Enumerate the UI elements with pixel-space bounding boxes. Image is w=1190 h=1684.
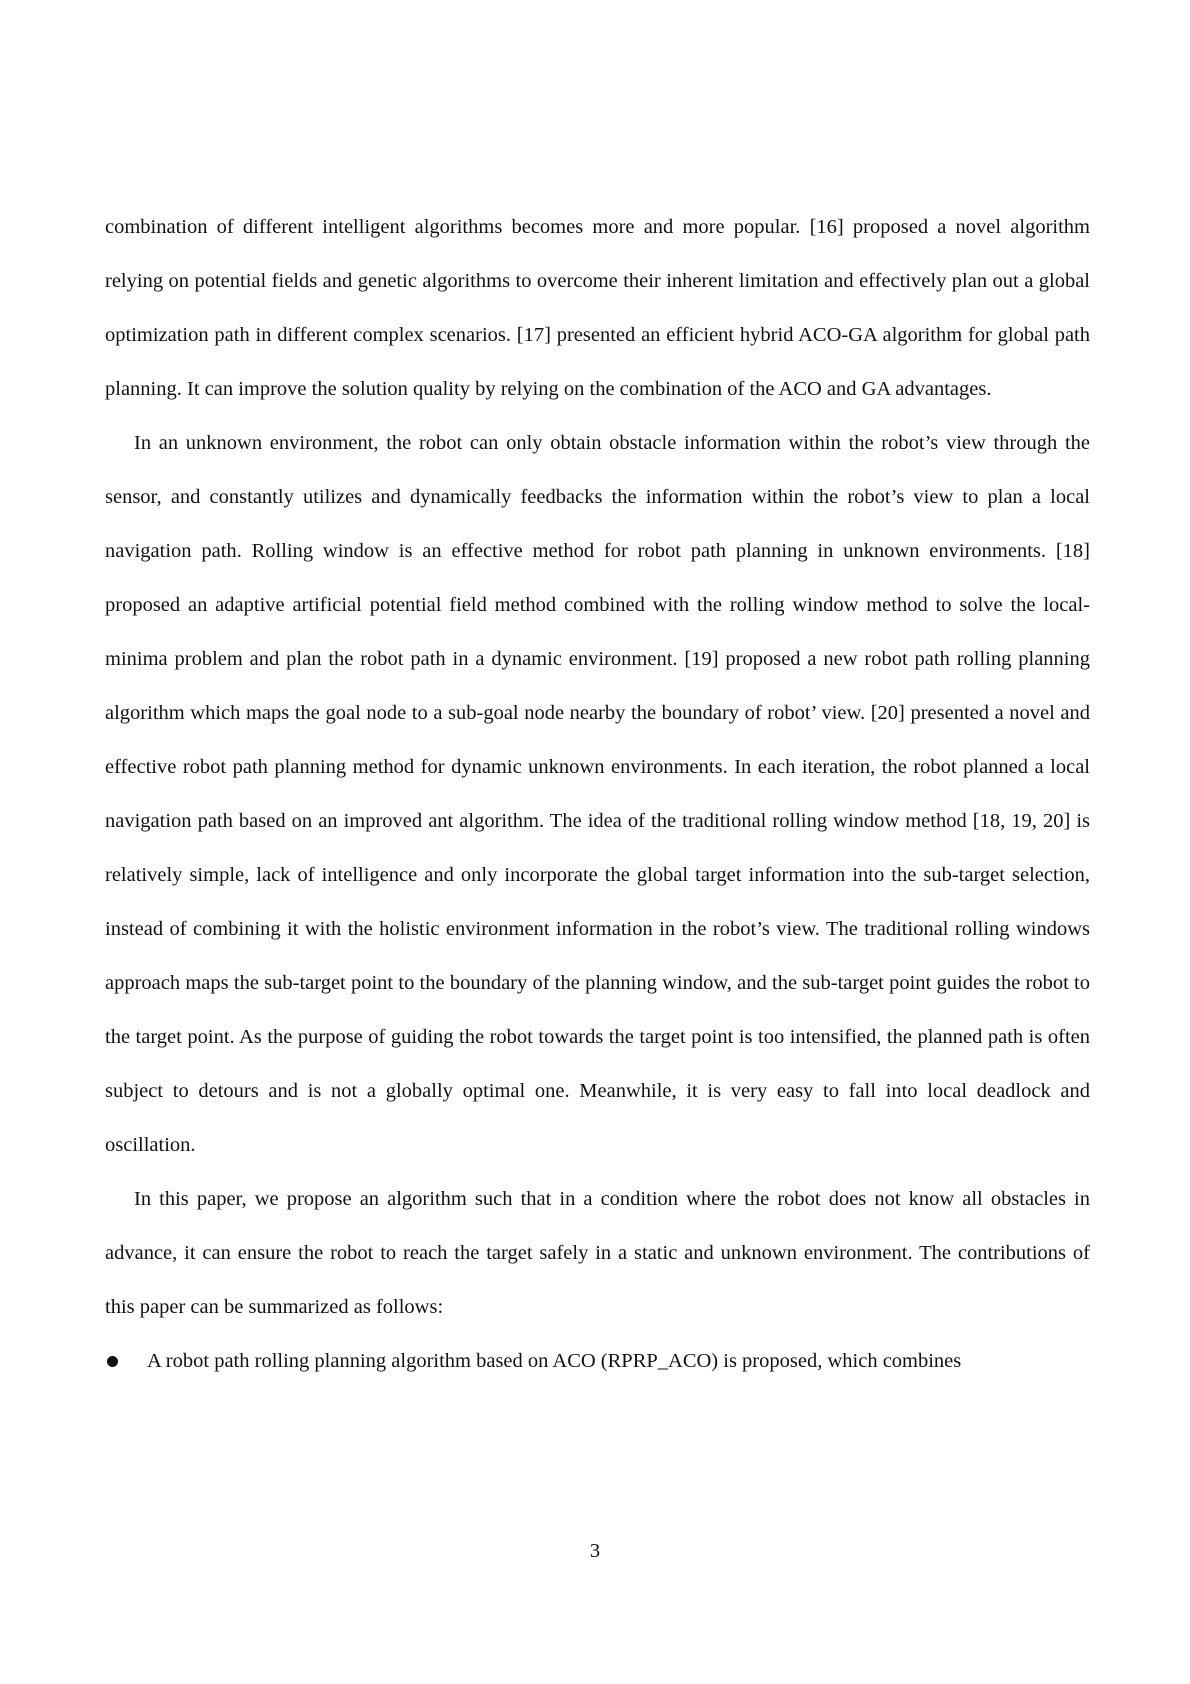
bullet-icon <box>107 1356 118 1367</box>
contributions-list <box>105 1334 1090 1388</box>
page-number: 3 <box>589 1540 601 1562</box>
paragraph-unknown-environment: In an unknown environment, the robot can only obtain obstacle information within the robot’s view through the sensor, and constantly utilizes and dynamically feedbacks the information within the robot’s view to plan a local navigation path. Rolling window is an effective method for robot path planning in unknown environments. [18] proposed an adaptive artificial potential field method combined with the rolling window method to solve the local-minima problem and plan the robot path in a dynamic environment. [19] proposed a new robot path rolling planning algorithm which maps the goal node to a sub-goal node nearby the boundary of robot’ view. [20] presented a novel and effective robot path planning method for dynamic unknown environments. In each iteration, the robot planned a local navigation path based on an improved ant algorithm. The idea of the traditional rolling window method [18, 19, 20] is relatively simple, lack of intelligence and only incorporate the global target information into the sub-target selection, instead of combining it with the holistic environment information in the robot’s view. The traditional rolling windows approach maps the sub-target point to the boundary of the planning window, and the sub-target point guides the robot to the target point. As the purpose of guiding the robot towards the target point is too intensified, the planned path is often subject to detours and is not a globally optimal one. Meanwhile, it is very easy to fall into local deadlock and oscillation. <box>105 432 1090 1156</box>
body-text <box>105 200 1090 1388</box>
paragraph-hybrid-algorithms: combination of different intelligent algorithms becomes more and more popular. [16] proposed a novel algorithm relying on potential fields and genetic algorithms to overcome their inherent limitation and effectively plan out a global optimization path in different complex scenarios. [17] presented an efficient hybrid ACO-GA algorithm for global path planning. It can improve the solution quality by relying on the combination of the ACO and GA advantages. <box>105 216 1090 400</box>
bullet-text: A robot path rolling planning algorithm based on ACO (RPRP_ACO) is proposed, which combines <box>147 1350 962 1372</box>
list-item <box>105 1334 1090 1388</box>
paragraph-contributions-intro: In this paper, we propose an algorithm such that in a condition where the robot does not know all obstacles in advance, it can ensure the robot to reach the target safely in a static and unknown environment. The contributions of this paper can be summarized as follows: <box>105 1188 1090 1318</box>
